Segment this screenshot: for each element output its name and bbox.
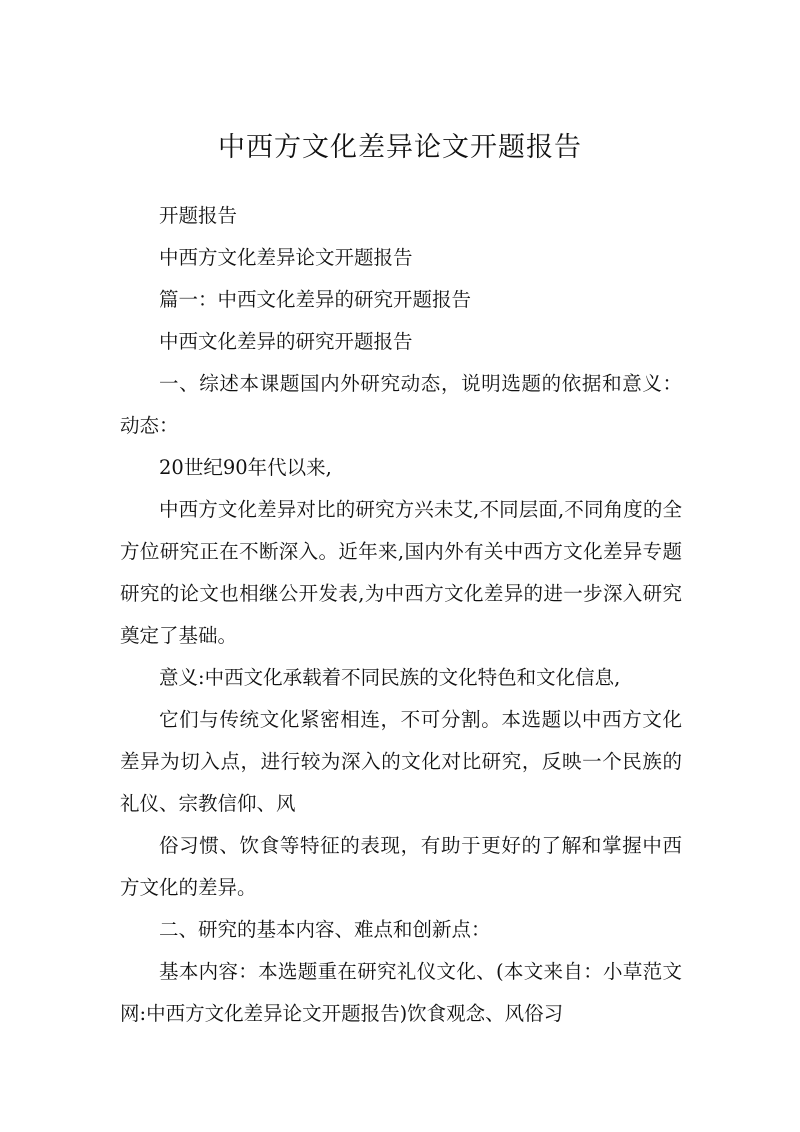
paragraph-significance-cont: 它们与传统文化紧密相连，不可分割。本选题以中西方文化差异为切入点，进行较为深入的文化对比研究，反映一个民族的礼仪、宗教信仰、风 — [120, 708, 682, 815]
document-body — [120, 195, 682, 1035]
paragraph-chapter-one: 篇一：中西文化差异的研究开题报告 — [159, 288, 472, 311]
paragraph-research-trends: 中西方文化差异对比的研究方兴未艾,不同层面,不同角度的全方位研究正在不断深入。近年来,国内外有关中西方文化差异专题研究的论文也相继公开发表,为中西方文化差异的进一步深入研究奠定了基础。 — [120, 498, 682, 647]
paragraph-since-1990s: 20世纪90年代以来, — [159, 456, 332, 479]
paragraph-section-one-heading: 一、综述本课题国内外研究动态，说明选题的依据和意义：动态： — [120, 372, 682, 437]
document-title: 中西方文化差异论文开题报告 — [218, 132, 582, 163]
paragraph-heading-label: 开题报告 — [159, 204, 238, 227]
paragraph-customs: 俗习惯、饮食等特征的表现，有助于更好的了解和掌握中西方文化的差异。 — [120, 834, 682, 899]
paragraph-report-title: 中西方文化差异论文开题报告 — [159, 246, 413, 269]
paragraph-basic-content: 基本内容：本选题重在研究礼仪文化、(本文来自：小草范文网:中西方文化差异论文开题报告)饮食观念、风俗习 — [120, 960, 682, 1025]
paragraph-subtitle: 中西文化差异的研究开题报告 — [159, 330, 413, 353]
paragraph-section-two-heading: 二、研究的基本内容、难点和创新点： — [159, 918, 491, 941]
paragraph-significance: 意义:中西文化承载着不同民族的文化特色和文化信息, — [159, 666, 621, 689]
